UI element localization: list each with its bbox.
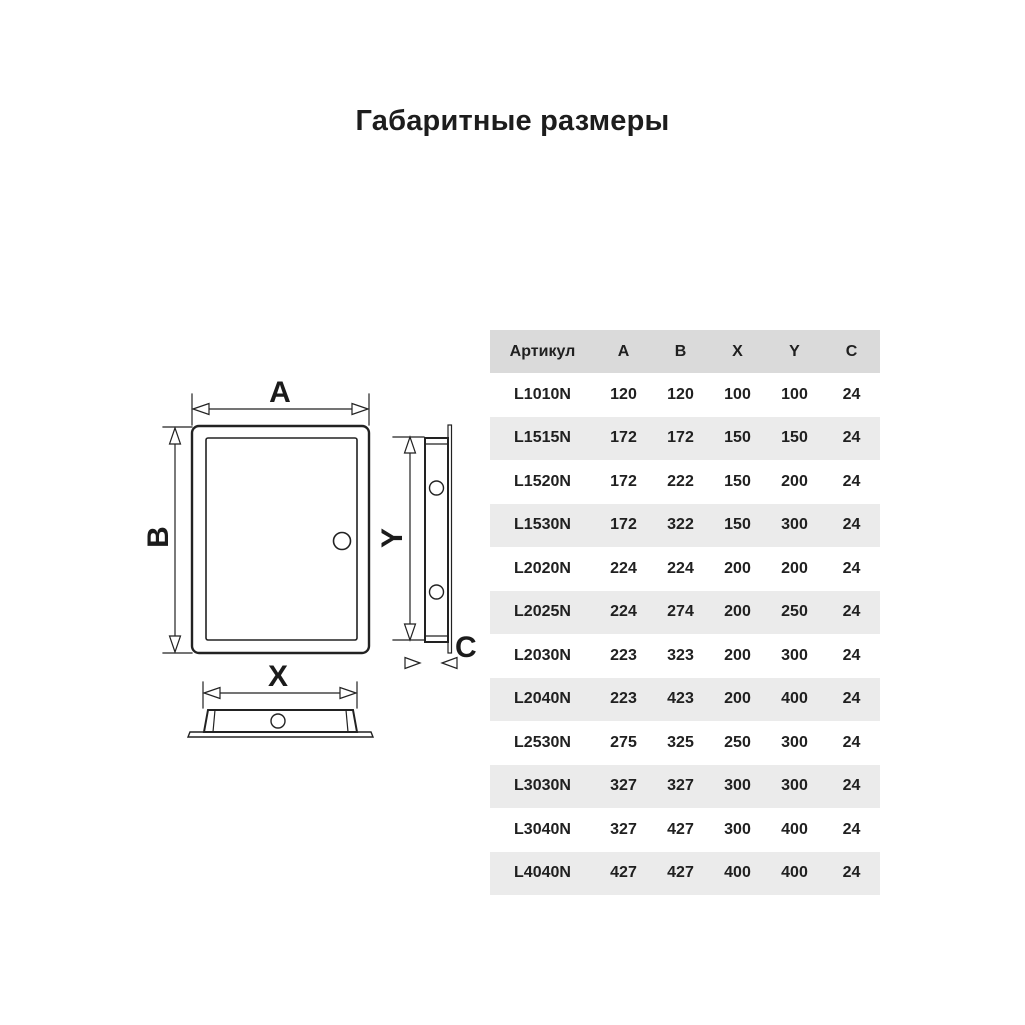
value-cell: 24	[842, 516, 861, 534]
value-cell: 400	[724, 864, 751, 882]
value-cell: 327	[610, 820, 637, 838]
value-cell: 224	[610, 559, 637, 577]
dimension-drawing	[130, 368, 500, 748]
article-cell: L1010N	[514, 385, 571, 403]
dim-arrow-down-icon	[405, 624, 416, 640]
value-cell: 300	[781, 733, 808, 751]
value-cell: 100	[781, 385, 808, 403]
value-cell: 120	[610, 385, 637, 403]
dim-arrow-right-icon	[340, 688, 356, 699]
dim-b	[142, 427, 192, 653]
dim-x	[203, 660, 357, 708]
bottom-body	[204, 710, 357, 732]
table-row	[490, 678, 880, 722]
value-cell: 200	[724, 690, 751, 708]
value-cell: 325	[667, 733, 694, 751]
article-cell: L2025N	[514, 603, 571, 621]
bottom-view	[188, 710, 373, 737]
column-header: A	[595, 330, 652, 373]
value-cell: 24	[842, 385, 861, 403]
size-table	[490, 330, 880, 895]
value-cell: 24	[842, 472, 861, 490]
dim-arrow-left-icon	[204, 688, 220, 699]
value-cell: 300	[781, 646, 808, 664]
dim-label-b: B	[142, 526, 175, 548]
dim-arrow-up-icon	[170, 428, 181, 444]
article-cell: L3030N	[514, 777, 571, 795]
article-cell: L2040N	[514, 690, 571, 708]
column-header: X	[709, 330, 766, 373]
value-cell: 172	[667, 429, 694, 447]
dim-c	[405, 631, 477, 669]
value-cell: 24	[842, 864, 861, 882]
dim-y	[376, 437, 424, 640]
value-cell: 427	[667, 864, 694, 882]
value-cell: 223	[610, 690, 637, 708]
value-cell: 150	[781, 429, 808, 447]
table-row	[490, 591, 880, 635]
column-header: C	[823, 330, 880, 373]
table-row	[490, 765, 880, 809]
dim-label-y: Y	[376, 527, 409, 549]
value-cell: 224	[610, 603, 637, 621]
value-cell: 300	[781, 777, 808, 795]
value-cell: 120	[667, 385, 694, 403]
value-cell: 274	[667, 603, 694, 621]
column-header: Y	[766, 330, 823, 373]
header-row	[490, 330, 880, 373]
value-cell: 24	[842, 559, 861, 577]
value-cell: 322	[667, 516, 694, 534]
article-cell: L4040N	[514, 864, 571, 882]
value-cell: 223	[610, 646, 637, 664]
table-row	[490, 852, 880, 896]
side-body	[425, 438, 448, 642]
article-cell: L2020N	[514, 559, 571, 577]
value-cell: 224	[667, 559, 694, 577]
value-cell: 200	[781, 472, 808, 490]
value-cell: 200	[724, 603, 751, 621]
value-cell: 427	[667, 820, 694, 838]
article-cell: L2530N	[514, 733, 571, 751]
value-cell: 200	[724, 559, 751, 577]
value-cell: 24	[842, 429, 861, 447]
value-cell: 24	[842, 777, 861, 795]
article-cell: L1520N	[514, 472, 571, 490]
value-cell: 24	[842, 690, 861, 708]
value-cell: 200	[781, 559, 808, 577]
value-cell: 24	[842, 646, 861, 664]
handle-circle	[334, 533, 351, 550]
table-row	[490, 634, 880, 678]
clip-circle-top	[430, 481, 444, 495]
table-row	[490, 417, 880, 461]
dim-arrow-left-icon	[193, 404, 209, 415]
value-cell: 400	[781, 864, 808, 882]
article-cell: L3040N	[514, 820, 571, 838]
dim-arrow-right-icon	[405, 658, 420, 669]
article-cell: L2030N	[514, 646, 571, 664]
table-row	[490, 504, 880, 548]
dim-label-x: X	[267, 660, 289, 693]
value-cell: 400	[781, 690, 808, 708]
value-cell: 250	[724, 733, 751, 751]
side-view	[425, 425, 452, 653]
value-cell: 323	[667, 646, 694, 664]
table-row	[490, 373, 880, 417]
article-cell: L1515N	[514, 429, 571, 447]
size-table-body	[490, 373, 880, 895]
value-cell: 222	[667, 472, 694, 490]
value-cell: 300	[724, 777, 751, 795]
column-header: B	[652, 330, 709, 373]
side-flange	[448, 425, 452, 653]
dim-arrow-up-icon	[405, 437, 416, 453]
value-cell: 100	[724, 385, 751, 403]
value-cell: 24	[842, 820, 861, 838]
handle-circle-bottom	[271, 714, 285, 728]
value-cell: 172	[610, 516, 637, 534]
size-table-section	[490, 330, 880, 895]
dim-label-a: A	[269, 376, 291, 409]
table-row	[490, 460, 880, 504]
value-cell: 300	[781, 516, 808, 534]
value-cell: 327	[610, 777, 637, 795]
size-table-head	[490, 330, 880, 373]
value-cell: 275	[610, 733, 637, 751]
value-cell: 150	[724, 516, 751, 534]
value-cell: 300	[724, 820, 751, 838]
dim-arrow-right-icon	[352, 404, 368, 415]
value-cell: 24	[842, 733, 861, 751]
table-row	[490, 808, 880, 852]
value-cell: 327	[667, 777, 694, 795]
value-cell: 250	[781, 603, 808, 621]
value-cell: 150	[724, 429, 751, 447]
value-cell: 150	[724, 472, 751, 490]
table-row	[490, 721, 880, 765]
table-row	[490, 547, 880, 591]
value-cell: 172	[610, 472, 637, 490]
value-cell: 423	[667, 690, 694, 708]
dim-a	[192, 376, 369, 425]
dim-arrow-down-icon	[170, 636, 181, 652]
dim-label-c: C	[455, 631, 477, 664]
article-cell: L1530N	[514, 516, 571, 534]
value-cell: 172	[610, 429, 637, 447]
value-cell: 400	[781, 820, 808, 838]
panel-outer-frame	[192, 426, 369, 653]
value-cell: 427	[610, 864, 637, 882]
value-cell: 24	[842, 603, 861, 621]
clip-circle-bottom	[430, 585, 444, 599]
value-cell: 200	[724, 646, 751, 664]
front-view	[192, 426, 369, 653]
column-header: Артикул	[490, 330, 595, 373]
page-title: Габаритные размеры	[355, 105, 670, 137]
